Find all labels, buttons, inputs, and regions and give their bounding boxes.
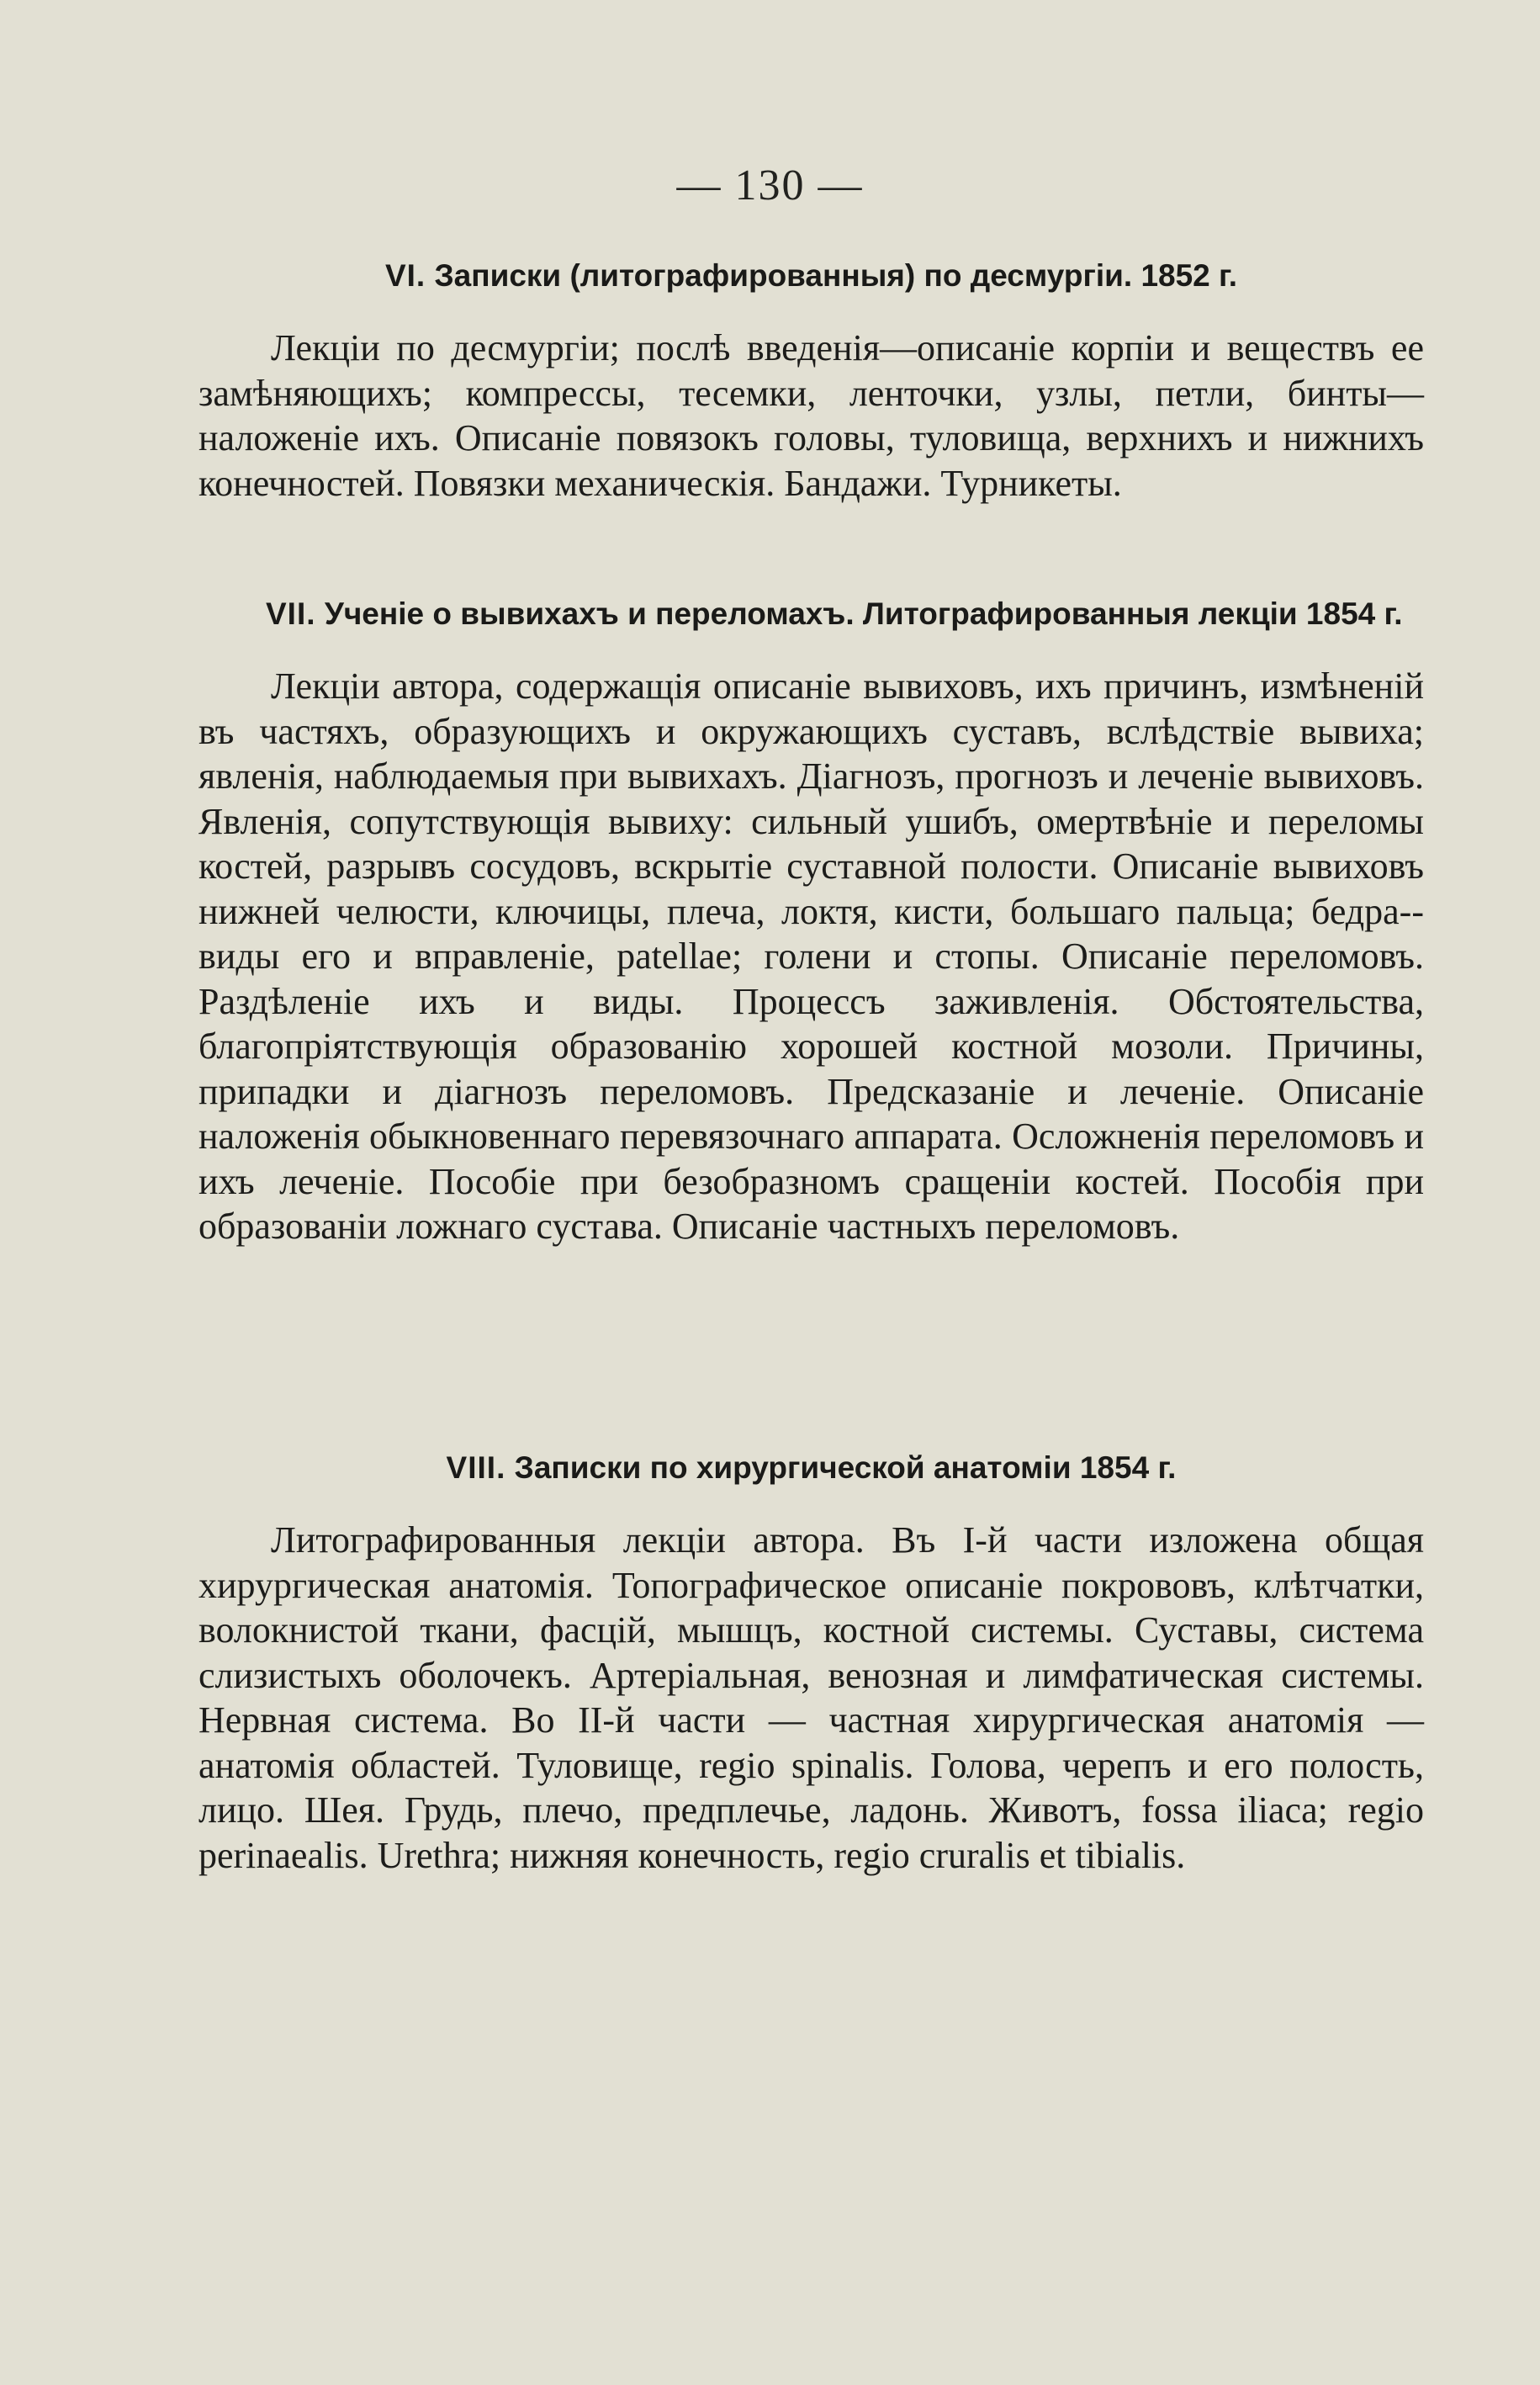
section-numeral: VII. [266,596,316,631]
page-number: — 130 — [676,162,864,209]
section-vii [198,591,1424,1249]
section-title: Записки (литографированныя) по десмургіи. 1852 г. [434,258,1238,293]
section-paragraph: Лекціи по десмургіи; послѣ введенія—описаніе корпіи и веществъ ее замѣняющихъ; компрессы, тесемки, ленточки, узлы, петли, бинты—наложеніе ихъ. Описаніе повязокъ головы, туловища, верхнихъ и нижнихъ конечностей. Повязки механическія. Бандажи. Турникеты. [198,327,1424,504]
section-heading [198,252,1424,299]
spacer [198,1491,1424,1518]
section-numeral: VIII. [446,1450,506,1485]
section-title: Ученіе о вывихахъ и переломахъ. Литографированныя лекціи 1854 г. [324,596,1403,631]
section-paragraph: Литографированныя лекціи автора. Въ I-й части изложена общая хирургическая анатомія. Топографическое описаніе покрововъ, клѣтчатки, волокнистой ткани, фасцій, мышцъ, костной системы. Суставы, система слизистыхъ оболочекъ. Артеріальная, венозная и лимфатическая системы. Нервная система. Во II-й части — частная хирургическая анатомія — анатомія областей. Туловище, regio spinalis. Голова, черепъ и его полость, лицо. Шея. Грудь, плечо, предплечье, ладонь. Животъ, fossa iliaca; regio perinaealis. Urethra; нижняя конечность, regio cruralis et tibialis. [198,1519,1424,1876]
section-viii [198,1444,1424,1878]
section-numeral: VI. [384,258,426,293]
section-paragraph: Лекціи автора, содержащія описаніе вывиховъ, ихъ причинъ, измѣненій въ частяхъ, образующихъ и окружающихъ суставъ, вслѣдствіе вывиха; явленія, наблюдаемыя при вывихахъ. Діагнозъ, прогнозъ и леченіе вывиховъ. Явленія, сопутствующія вывиху: сильный ушибъ, омертвѣніе и переломы костей, разрывъ сосудовъ, вскрытіе суставной полости. Описаніе вывиховъ нижней челюсти, ключицы, плеча, локтя, кисти, большаго пальца; бедра--виды его и вправленіе, patellae; голени и стопы. Описаніе переломовъ. Раздѣленіе ихъ и виды. Процессъ заживленія. Обстоятельства, благопріятствующія образованію хорошей костной мозоли. Причины, припадки и діагнозъ переломовъ. Предсказаніе и леченіе. Описаніе наложенія обыкновеннаго перевязочнаго аппарата. Осложненія переломовъ и ихъ леченіе. Пособіе при безобразномъ сращеніи костей. Пособія при образованіи ложнаго сустава. Описаніе частныхъ переломовъ. [198,665,1424,1247]
spacer [198,299,1424,326]
section-heading [198,591,1424,637]
spacer [198,637,1424,664]
section-heading [198,1444,1424,1491]
section-title: Записки по хирургической анатоміи 1854 г. [514,1450,1177,1485]
section-vi [198,252,1424,506]
